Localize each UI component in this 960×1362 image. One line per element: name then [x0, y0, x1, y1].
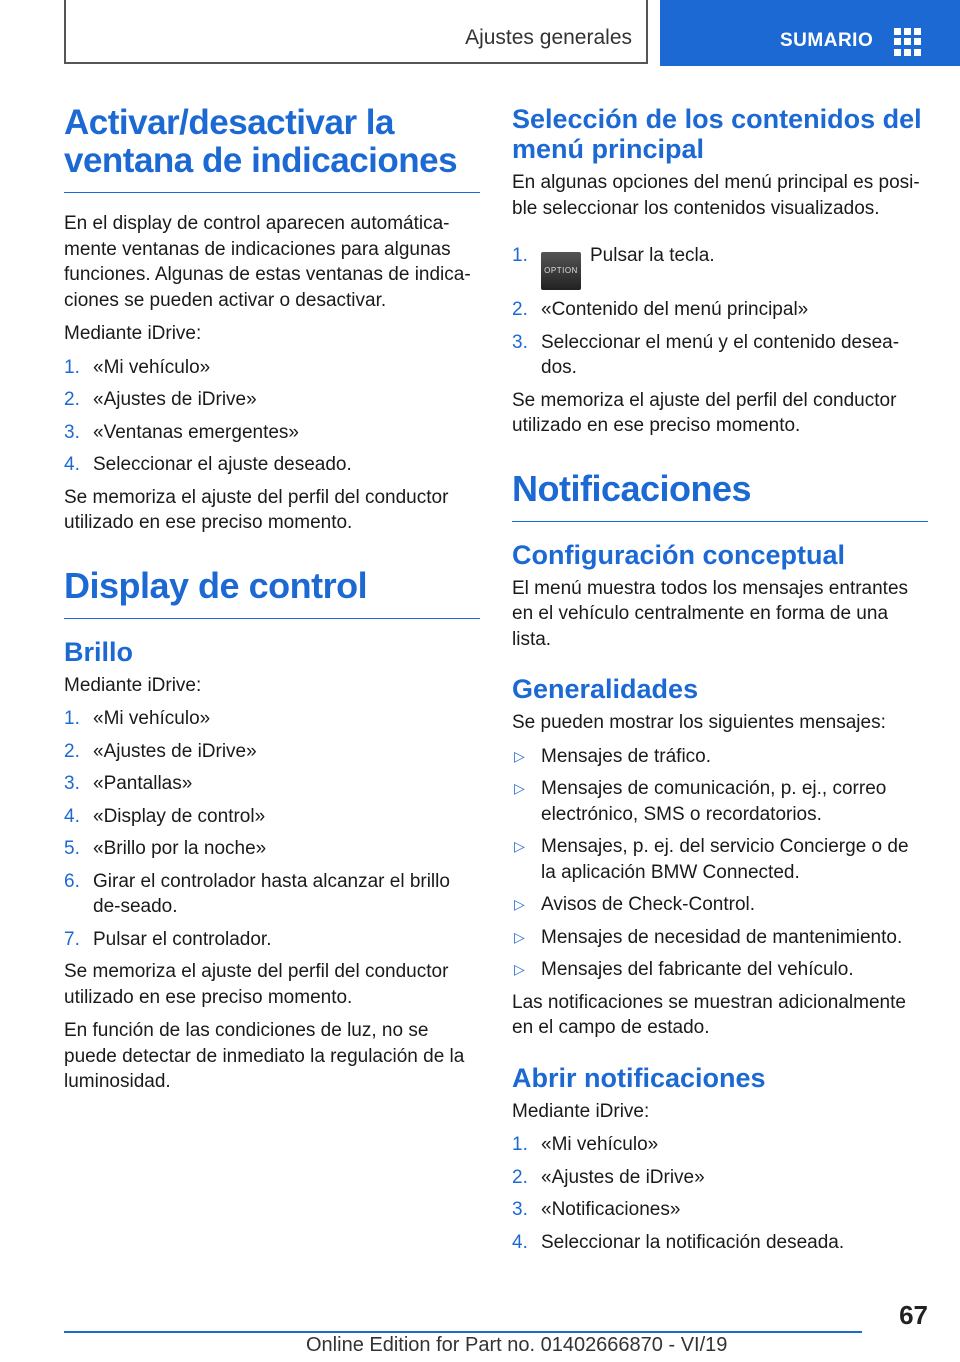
step-number: 4. [64, 805, 80, 827]
step-text: «Pantallas» [93, 773, 193, 794]
bullet-text: Mensajes de comunicación, p. ej., correo electrónico, SMS o recordatorios. [541, 778, 887, 825]
sumario-tab-label: SUMARIO [780, 30, 874, 51]
triangle-bullet-icon: ▷ [514, 780, 525, 796]
list-item [64, 836, 480, 862]
option-key-icon: OPTION [541, 252, 581, 290]
triangle-bullet-icon: ▷ [514, 838, 525, 854]
section-title-indicaciones [64, 104, 480, 193]
list-item [512, 776, 928, 827]
subsection-title-abrir: Abrir notificaciones [512, 1062, 766, 1093]
steps-list [512, 243, 928, 381]
subsection-title-brillo: Brillo [64, 636, 134, 667]
triangle-bullet-icon: ▷ [514, 747, 525, 764]
list-item [512, 1132, 928, 1158]
triangle-bullet-icon: ▷ [514, 928, 525, 945]
bullet-list [512, 744, 928, 983]
list-item [64, 452, 480, 478]
bullet-text: Avisos de Check-Control. [541, 894, 756, 915]
list-item [512, 297, 928, 323]
paragraph: Mediante iDrive: [64, 323, 202, 344]
paragraph: Se memoriza el ajuste del perfil del conductor utilizado en ese preciso momento. [64, 961, 449, 1008]
paragraph: Las notificaciones se muestran adicionalmente en el campo de estado. [512, 991, 906, 1038]
step-text: «Mi vehículo» [541, 1134, 659, 1155]
step-number: 3. [64, 421, 80, 443]
paragraph: El menú muestra todos los mensajes entrantes en el vehículo centralmente en forma de una lista. [512, 577, 909, 650]
step-number: 3. [512, 331, 528, 353]
list-item [64, 387, 480, 413]
step-number: 4. [64, 454, 80, 475]
step-text: Seleccionar la notificación deseada. [541, 1231, 845, 1253]
step-text: Seleccionar el menú y el contenido desea-dos. [541, 331, 900, 378]
list-item [64, 420, 480, 446]
list-item [64, 927, 480, 953]
step-number: 5. [64, 838, 80, 859]
step-number: 3. [64, 773, 80, 794]
step-text: «Ventanas emergentes» [93, 421, 299, 443]
step-number: 7. [64, 928, 80, 950]
step-number: 2. [512, 299, 528, 320]
paragraph: Se pueden mostrar los siguientes mensajes: [512, 712, 886, 733]
section-title-line: ventana de indicaciones [64, 141, 458, 180]
step-text: «Ajustes de iDrive» [541, 1166, 705, 1188]
step-number: 3. [512, 1199, 528, 1220]
step-text: Seleccionar el ajuste deseado. [93, 454, 352, 475]
steps-list [512, 1132, 928, 1255]
paragraph: En algunas opciones del menú principal es posi-ble seleccionar los contenidos visualizados. [512, 172, 920, 219]
paragraph: Se memoriza el ajuste del perfil del conductor utilizado en ese preciso momento. [64, 486, 449, 533]
bullet-text: Mensajes, p. ej. del servicio Concierge o de la aplicación BMW Connected. [541, 836, 909, 883]
list-item [512, 1165, 928, 1191]
step-text: «Ajustes de iDrive» [93, 389, 257, 410]
right-column [512, 104, 928, 1262]
paragraph: En el display de control aparecen automática-mente ventanas de indicaciones para algunas funciones. Algunas de estas ventanas de indica-ciones se pueden activar o desactivar. [64, 213, 471, 311]
paragraph: Se memoriza el ajuste del perfil del conductor utilizado en ese preciso momento. [512, 389, 897, 436]
step-number: 2. [512, 1166, 528, 1188]
grid-menu-icon [894, 28, 922, 56]
step-number: 1. [64, 356, 80, 378]
paragraph: En función de las condiciones de luz, no se puede detectar de inmediato la regulación de la luminosidad. [64, 1020, 465, 1092]
section-title-line: Activar/desactivar la [64, 103, 394, 142]
step-number: 6. [64, 870, 80, 892]
footer-divider [64, 1331, 862, 1333]
paragraph: Mediante iDrive: [512, 1100, 650, 1122]
step-text: Pulsar la tecla. [590, 245, 715, 266]
list-item [512, 744, 928, 770]
step-text: Girar el controlador hasta alcanzar el brillo de-seado. [93, 870, 450, 917]
page-header [0, 0, 960, 66]
page-number: 67 [899, 1300, 928, 1330]
list-item [64, 869, 480, 920]
step-text: «Mi vehículo» [93, 356, 211, 378]
list-item [512, 957, 928, 983]
step-number: 1. [64, 708, 80, 729]
list-item [64, 355, 480, 381]
list-item [512, 1197, 928, 1223]
header-section-box [64, 0, 648, 64]
list-item [512, 243, 928, 290]
step-number: 1. [512, 1134, 528, 1155]
subsection-title-generalidades: Generalidades [512, 674, 699, 704]
step-number: 1. [512, 245, 528, 266]
edition-text: Online Edition for Part no. 01402666870 - VI/19 [306, 1334, 728, 1356]
list-item [64, 739, 480, 765]
step-text: «Contenido del menú principal» [541, 299, 809, 320]
list-item [512, 925, 928, 951]
step-number: 2. [64, 389, 80, 410]
list-item [64, 706, 480, 732]
triangle-bullet-icon: ▷ [514, 961, 525, 977]
step-text: «Ajustes de iDrive» [93, 740, 257, 762]
sumario-tab[interactable] [660, 0, 960, 66]
list-item [512, 892, 928, 918]
bullet-text: Mensajes de tráfico. [541, 745, 712, 767]
section-title-display: Display de control [64, 566, 480, 619]
header-section-title: Ajustes generales [465, 26, 632, 49]
list-item [64, 804, 480, 830]
step-text: «Mi vehículo» [93, 708, 211, 729]
bullet-text: Mensajes del fabricante del vehículo. [541, 959, 854, 980]
steps-list [64, 355, 480, 478]
triangle-bullet-icon: ▷ [514, 896, 525, 912]
subsection-title-menu-principal: Selección de los contenidos del menú principal [512, 104, 922, 164]
list-item [512, 834, 928, 885]
step-text: «Brillo por la noche» [93, 838, 267, 859]
step-text: «Notificaciones» [541, 1199, 681, 1220]
step-number: 4. [512, 1231, 528, 1253]
step-text: Pulsar el controlador. [93, 928, 272, 950]
list-item [512, 1230, 928, 1256]
step-number: 2. [64, 740, 80, 762]
list-item [512, 330, 928, 381]
subsection-title-configuracion: Configuración conceptual [512, 539, 846, 570]
step-text: «Display de control» [93, 805, 266, 827]
bullet-text: Mensajes de necesidad de mantenimiento. [541, 926, 903, 948]
left-column [64, 104, 480, 1103]
paragraph: Mediante iDrive: [64, 674, 202, 696]
section-title-notificaciones: Notificaciones [512, 469, 928, 522]
steps-list [64, 706, 480, 952]
list-item [64, 771, 480, 797]
